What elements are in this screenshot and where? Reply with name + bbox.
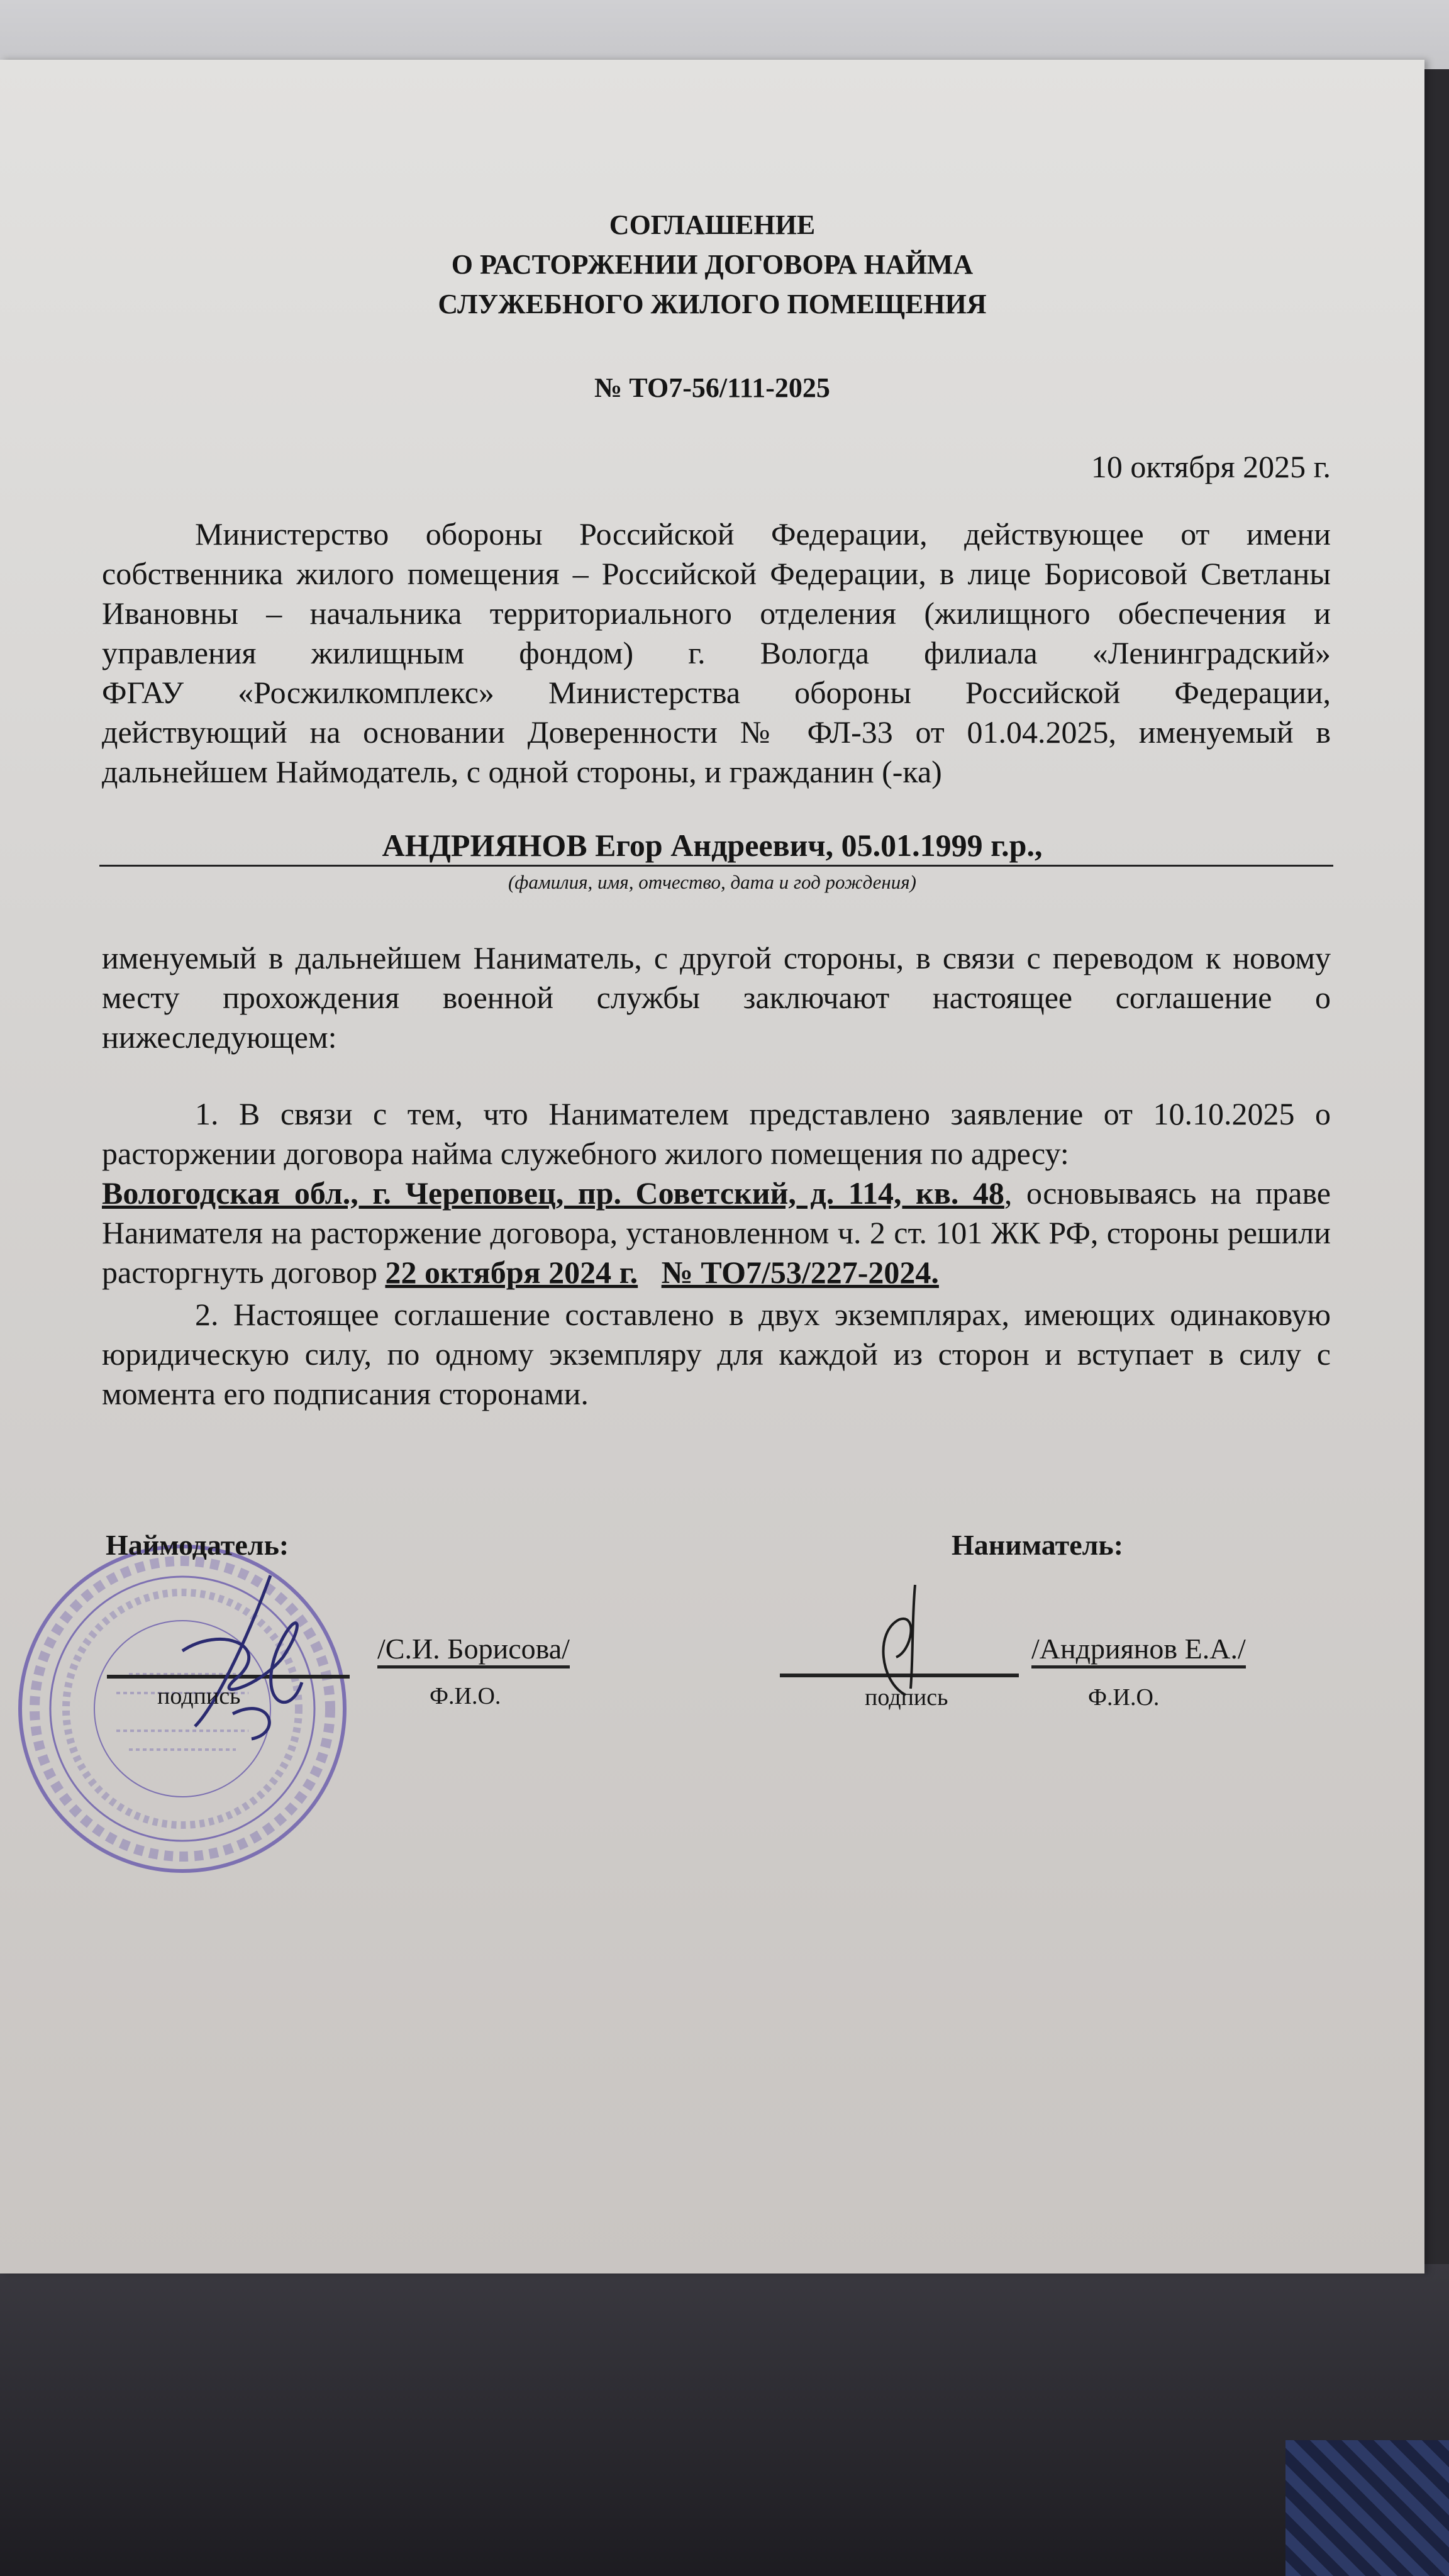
tenant-name-signature: /Андриянов Е.А./	[1031, 1632, 1246, 1668]
text: расторгнуть договор	[102, 1255, 386, 1290]
tenant-sign-caption: подпись	[865, 1684, 948, 1711]
text-line: нижеследующем:	[102, 1019, 337, 1055]
background	[0, 0, 1449, 69]
text-line: именуемый в дальнейшем Наниматель, с другой стороны, в связи с переводом к новому	[102, 940, 1331, 975]
preamble	[102, 514, 1331, 792]
title-line-2: О РАСТОРЖЕНИИ ДОГОВОРА НАЙМА	[451, 249, 974, 280]
landlord-signature	[145, 1569, 352, 1758]
text-line: Нанимателя на расторжение договора, установленном ч. 2 ст. 101 ЖК РФ, стороны решили	[102, 1215, 1331, 1250]
text-line: момента его подписания сторонами.	[102, 1376, 589, 1411]
agreement-date: 10 октября 2025 г.	[1091, 449, 1331, 484]
text-line: ФГАУ «Росжилкомплекс» Министерства обороны Российской Федерации,	[102, 675, 1331, 710]
text-line: Министерство обороны Российской Федерации, действующее от имени	[195, 516, 1331, 552]
table-surface	[0, 2264, 1449, 2576]
landlord-fio-caption: Ф.И.О.	[430, 1683, 501, 1709]
text-line: действующий на основании Доверенности № ФЛ-33 от 01.04.2025, именуемый в	[102, 714, 1331, 750]
title-line-1: СОГЛАШЕНИЕ	[609, 209, 816, 240]
text-line	[102, 1174, 1331, 1213]
tenant-underline	[99, 865, 1333, 867]
text: , основываясь на праве	[1004, 1175, 1331, 1211]
landlord-sign-caption: подпись	[157, 1683, 241, 1709]
tenant-label: Наниматель:	[952, 1529, 1124, 1561]
tenant-name: АНДРИЯНОВ Егор Андреевич, 05.01.1999 г.р.,	[382, 828, 1043, 863]
address: Вологодская обл., г. Череповец, пр. Советский, д. 114, кв. 48	[102, 1175, 1004, 1211]
text-line	[102, 1253, 1331, 1292]
text-line: 2. Настоящее соглашение составлено в двух экземплярах, имеющих одинаковую	[195, 1297, 1331, 1332]
contract-number: № ТО7/53/227-2024.	[661, 1255, 939, 1290]
clause-2	[102, 1295, 1331, 1414]
intro	[102, 938, 1331, 1057]
clause-1	[102, 1094, 1331, 1292]
text-line: управления жилищным фондом) г. Вологда филиала «Ленинградский»	[102, 635, 1331, 670]
text-line: дальнейшем Наймодатель, с одной стороны, и гражданин (-ка)	[102, 754, 942, 789]
tenant-fio-caption: Ф.И.О.	[1088, 1684, 1160, 1711]
fabric	[1285, 2440, 1449, 2576]
text-line: расторжении договора найма служебного жилого помещения по адресу:	[102, 1136, 1069, 1171]
landlord-name: /С.И. Борисова/	[377, 1632, 570, 1668]
tenant-caption: (фамилия, имя, отчество, дата и год рождения)	[508, 871, 917, 893]
text-line: 1. В связи с тем, что Нанимателем представлено заявление от 10.10.2025 о	[195, 1096, 1331, 1131]
text-line: Ивановны – начальника территориального отделения (жилищного обеспечения и	[102, 596, 1331, 631]
text-line: месту прохождения военной службы заключают настоящее соглашение о	[102, 980, 1331, 1015]
text-line: собственника жилого помещения – Российской Федерации, в лице Борисовой Светланы	[102, 556, 1331, 591]
agreement-number: № ТО7-56/111-2025	[594, 372, 830, 403]
landlord-label: Наймодатель:	[106, 1529, 289, 1561]
title-line-3: СЛУЖЕБНОГО ЖИЛОГО ПОМЕЩЕНИЯ	[438, 289, 987, 319]
text-line: юридическую силу, по одному экземпляру для каждой из сторон и вступает в силу с	[102, 1336, 1331, 1372]
contract-date: 22 октября 2024 г.	[385, 1255, 638, 1290]
document-page	[0, 60, 1424, 2273]
